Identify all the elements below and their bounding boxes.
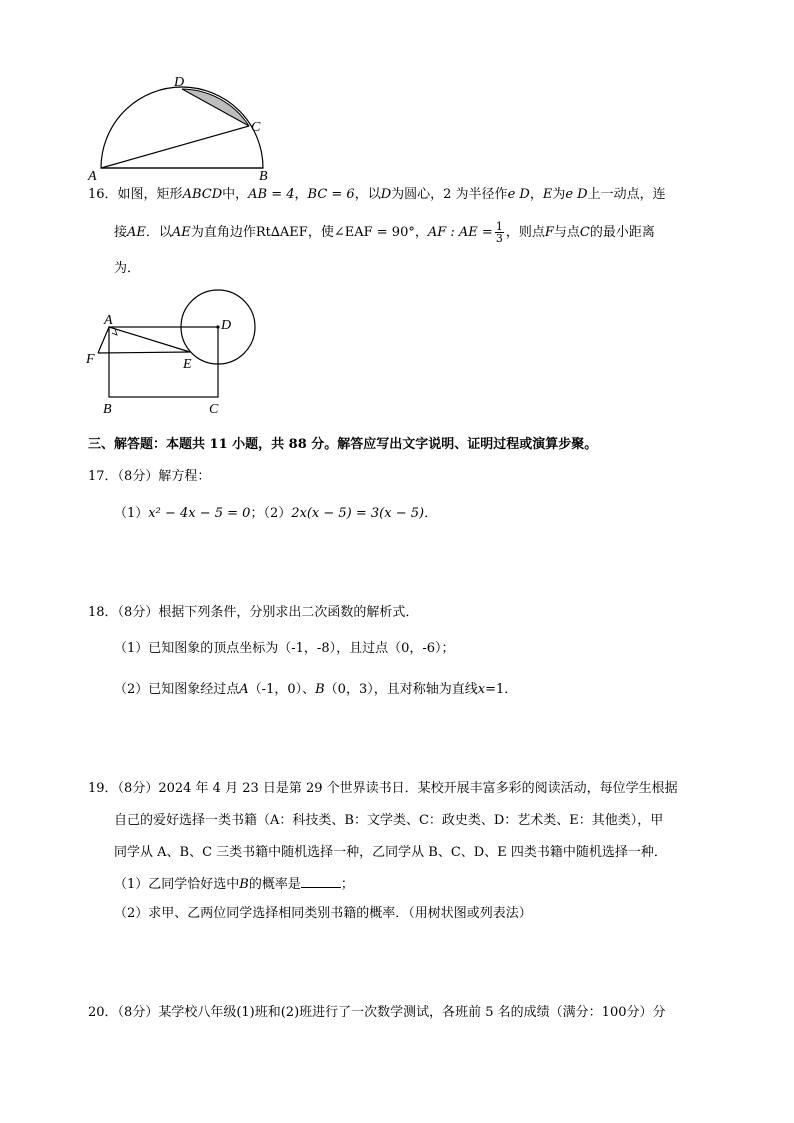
label-A: A — [88, 169, 97, 184]
q16-line1: 16．如图，矩形ABCD中，AB = 4，BC = 6，以D为圆心，2 为半径作e D，E为e D上一动点，连 — [88, 187, 666, 202]
label-B: B — [259, 169, 268, 184]
answer-blank[interactable] — [301, 875, 341, 888]
label-C: C — [209, 402, 219, 417]
q18-head: 18．（8分）根据下列条件，分别求出二次函数的解析式． — [88, 605, 419, 620]
rectangle-circle-figure — [82, 288, 272, 418]
label-A: A — [104, 313, 113, 328]
semicircle-figure — [85, 72, 275, 184]
fraction-one-third: $\frac{1}{3}$ — [495, 220, 503, 245]
q19-line3: 同学从 A、B、C 三类书籍中随机选择一种，乙同学从 B、C、D、E 四类书籍中随机选择一种． — [114, 845, 667, 860]
q17-equations: （1）x² − 4x − 5 = 0；（2）2x(x − 5) = 3(x − 5)． — [114, 506, 438, 521]
section3-heading: 三、解答题：本题共 11 小题，共 88 分。解答应写出文字说明、证明过程或演算步聚。 — [88, 437, 598, 452]
q19-line2: 自己的爱好选择一类书籍（A：科技类、B：文学类、C：政史类、D：艺术类、E：其他类），甲 — [114, 813, 664, 828]
q19-line1: 19．（8分）2024 年 4 月 23 日是第 29 个世界读书日．某校开展丰富多彩的阅读活动，每位学生根据 — [88, 781, 678, 796]
label-F: F — [86, 352, 95, 367]
label-E: E — [183, 357, 192, 372]
q19-part1: （1）乙同学恰好选中B的概率是 ； — [114, 877, 354, 892]
label-D: D — [174, 75, 185, 90]
q17-head: 17．（8分）解方程： — [88, 469, 211, 484]
q20-line1: 20．（8分）某学校八年级(1)班和(2)班进行了一次数学测试，各班前 5 名的成绩（满分：100分）分 — [88, 1005, 666, 1020]
q16-line2: 接AE．以AE为直角边作Rt∆AEF，使∠EAF = 90°，AF : AE = $\frac{1}{3}$ ，则点F与点C的最小距离 — [114, 220, 655, 245]
label-C: C — [251, 120, 261, 135]
q18-part1: （1）已知图象的顶点坐标为（-1，-8），且过点（0，-6）； — [114, 641, 455, 656]
label-D: D — [221, 318, 232, 333]
q19-part2: （2）求甲、乙两位同学选择相同类别书籍的概率．（用树状图或列表法） — [114, 906, 532, 921]
q18-part2: （2）已知图象经过点A（-1，0）、B（0，3），且对称轴为直线x=1． — [114, 682, 518, 697]
label-B: B — [103, 402, 112, 417]
q16-line3: 为． — [114, 261, 141, 276]
